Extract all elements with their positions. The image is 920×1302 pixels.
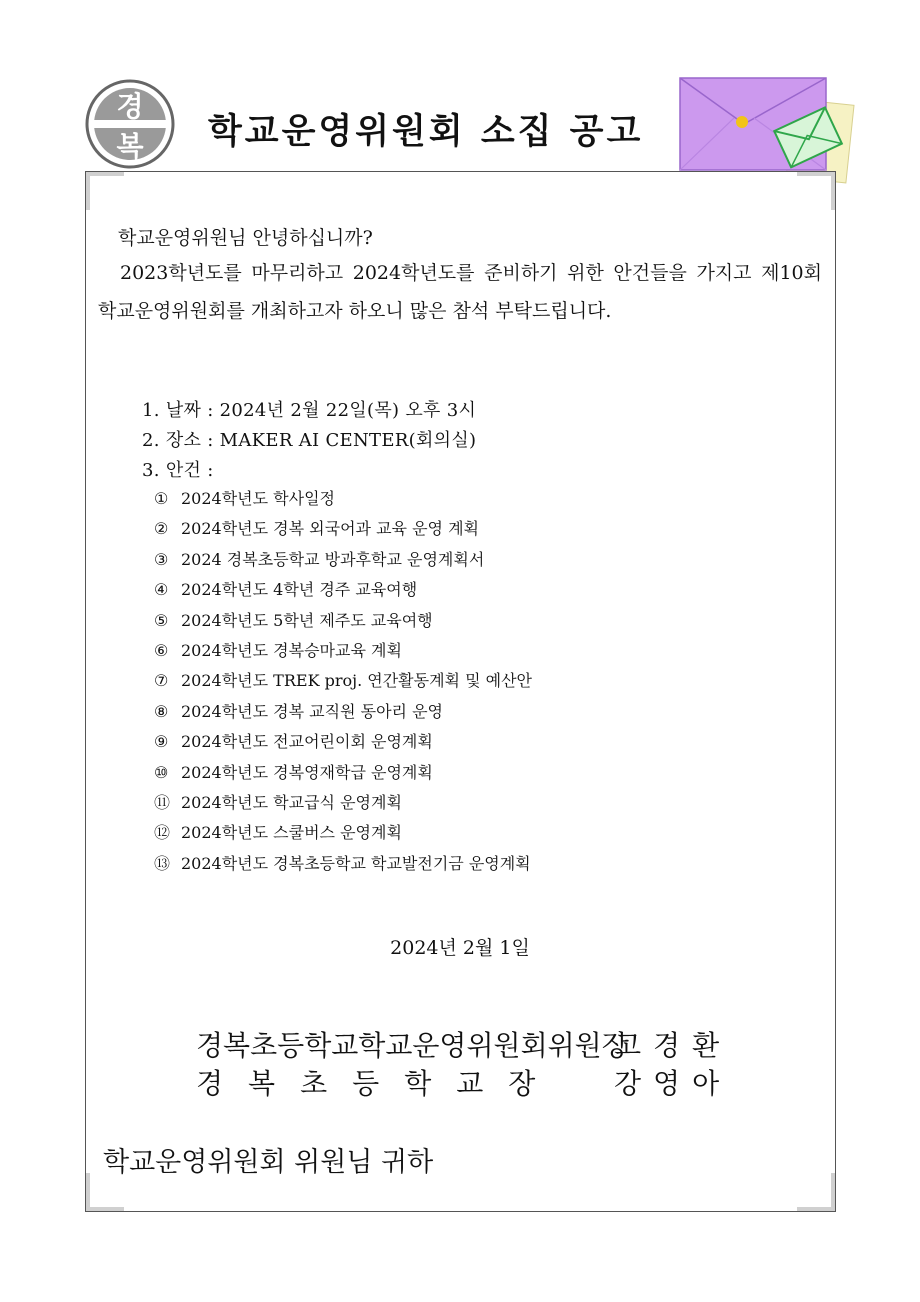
agenda-number: ⑦	[154, 671, 169, 691]
frame-corner-ornament-icon	[86, 172, 126, 212]
agenda-number: ⑨	[154, 732, 169, 752]
list-item	[154, 636, 532, 666]
frame-corner-ornament-icon	[795, 172, 835, 212]
signature-role-principal: 경복초등학교장	[196, 1067, 561, 1100]
intro-paragraph	[98, 254, 822, 330]
agenda-text: 2024학년도 경복승마교육 계획	[181, 640, 402, 660]
list-item	[154, 727, 532, 757]
detail-separator: :	[207, 400, 214, 421]
frame-corner-ornament-icon	[795, 1171, 835, 1211]
signature-role-chair: 경복초등학교학교운영위원회위원장	[196, 1029, 629, 1062]
notice-date: 2024년 2월 1일	[390, 937, 530, 959]
agenda-text: 2024학년도 경복 교직원 동아리 운영	[181, 701, 443, 721]
detail-agenda	[142, 456, 214, 482]
logo-text-bottom: 복	[116, 130, 144, 163]
intro-text: 2023학년도를 마무리하고 2024학년도를 준비하기 위한 안건들을 가지고 제10회 학교운영위원회를 개최하고자 하오니 많은 참석 부탁드립니다.	[98, 262, 822, 322]
list-item	[154, 514, 532, 544]
agenda-text: 2024학년도 경복 외국어과 교육 운영 계획	[181, 519, 479, 539]
agenda-number: ⑫	[154, 823, 171, 843]
list-item	[154, 818, 532, 848]
list-item	[154, 666, 532, 696]
detail-label: 날짜	[165, 400, 202, 421]
detail-separator: :	[207, 460, 214, 481]
detail-number: 1.	[142, 400, 160, 421]
agenda-text: 2024학년도 경복초등학교 학교발전기금 운영계획	[181, 853, 531, 873]
agenda-number: ⑩	[154, 762, 169, 782]
detail-label: 장소	[165, 430, 202, 451]
agenda-text: 2024학년도 4학년 경주 교육여행	[181, 580, 418, 600]
detail-date	[142, 396, 476, 422]
logo-text-top: 경	[116, 90, 144, 123]
agenda-number: ③	[154, 549, 169, 569]
agenda-text: 2024학년도 스쿨버스 운영계획	[181, 823, 402, 843]
agenda-number: ⑬	[154, 853, 171, 873]
agenda-list	[154, 484, 532, 879]
list-item	[154, 484, 532, 514]
list-item	[154, 758, 532, 788]
agenda-number: ②	[154, 519, 169, 539]
list-item	[154, 697, 532, 727]
list-item	[154, 849, 532, 879]
agenda-number: ⑤	[154, 610, 169, 630]
agenda-text: 2024학년도 TREK proj. 연간활동계획 및 예산안	[181, 671, 532, 691]
detail-number: 2.	[142, 430, 160, 451]
agenda-text: 2024학년도 학사일정	[181, 489, 335, 508]
agenda-number: ④	[154, 580, 169, 600]
agenda-number: ⑪	[154, 792, 171, 812]
agenda-number: ①	[154, 489, 169, 508]
list-item	[154, 575, 532, 605]
agenda-number: ⑧	[154, 701, 169, 721]
detail-number: 3.	[142, 460, 160, 481]
list-item	[154, 606, 532, 636]
recipient-line: 학교운영위원회 위원님 귀하	[103, 1147, 434, 1178]
detail-value: 2024년 2월 22일(목) 오후 3시	[219, 400, 477, 421]
list-item	[154, 788, 532, 818]
signature-name-principal: 강영아	[614, 1067, 732, 1100]
agenda-text: 2024학년도 전교어린이회 운영계획	[181, 732, 433, 752]
detail-place	[142, 426, 476, 452]
agenda-text: 2024학년도 경복영재학급 운영계획	[181, 762, 433, 782]
detail-separator: :	[207, 430, 214, 451]
agenda-text: 2024 경복초등학교 방과후학교 운영계획서	[181, 549, 485, 569]
page-title: 학교운영위원회 소집 공고	[208, 111, 644, 152]
agenda-text: 2024학년도 5학년 제주도 교육여행	[181, 610, 433, 630]
agenda-number: ⑥	[154, 640, 169, 660]
agenda-text: 2024학년도 학교급식 운영계획	[181, 792, 402, 812]
list-item	[154, 545, 532, 575]
detail-label: 안건	[165, 460, 202, 481]
greeting-text: 학교운영위원님 안녕하십니까?	[118, 227, 373, 249]
detail-value: MAKER AI CENTER(회의실)	[219, 430, 477, 451]
school-emblem-logo	[84, 78, 176, 170]
signature-name-chair: 고경환	[614, 1029, 732, 1062]
